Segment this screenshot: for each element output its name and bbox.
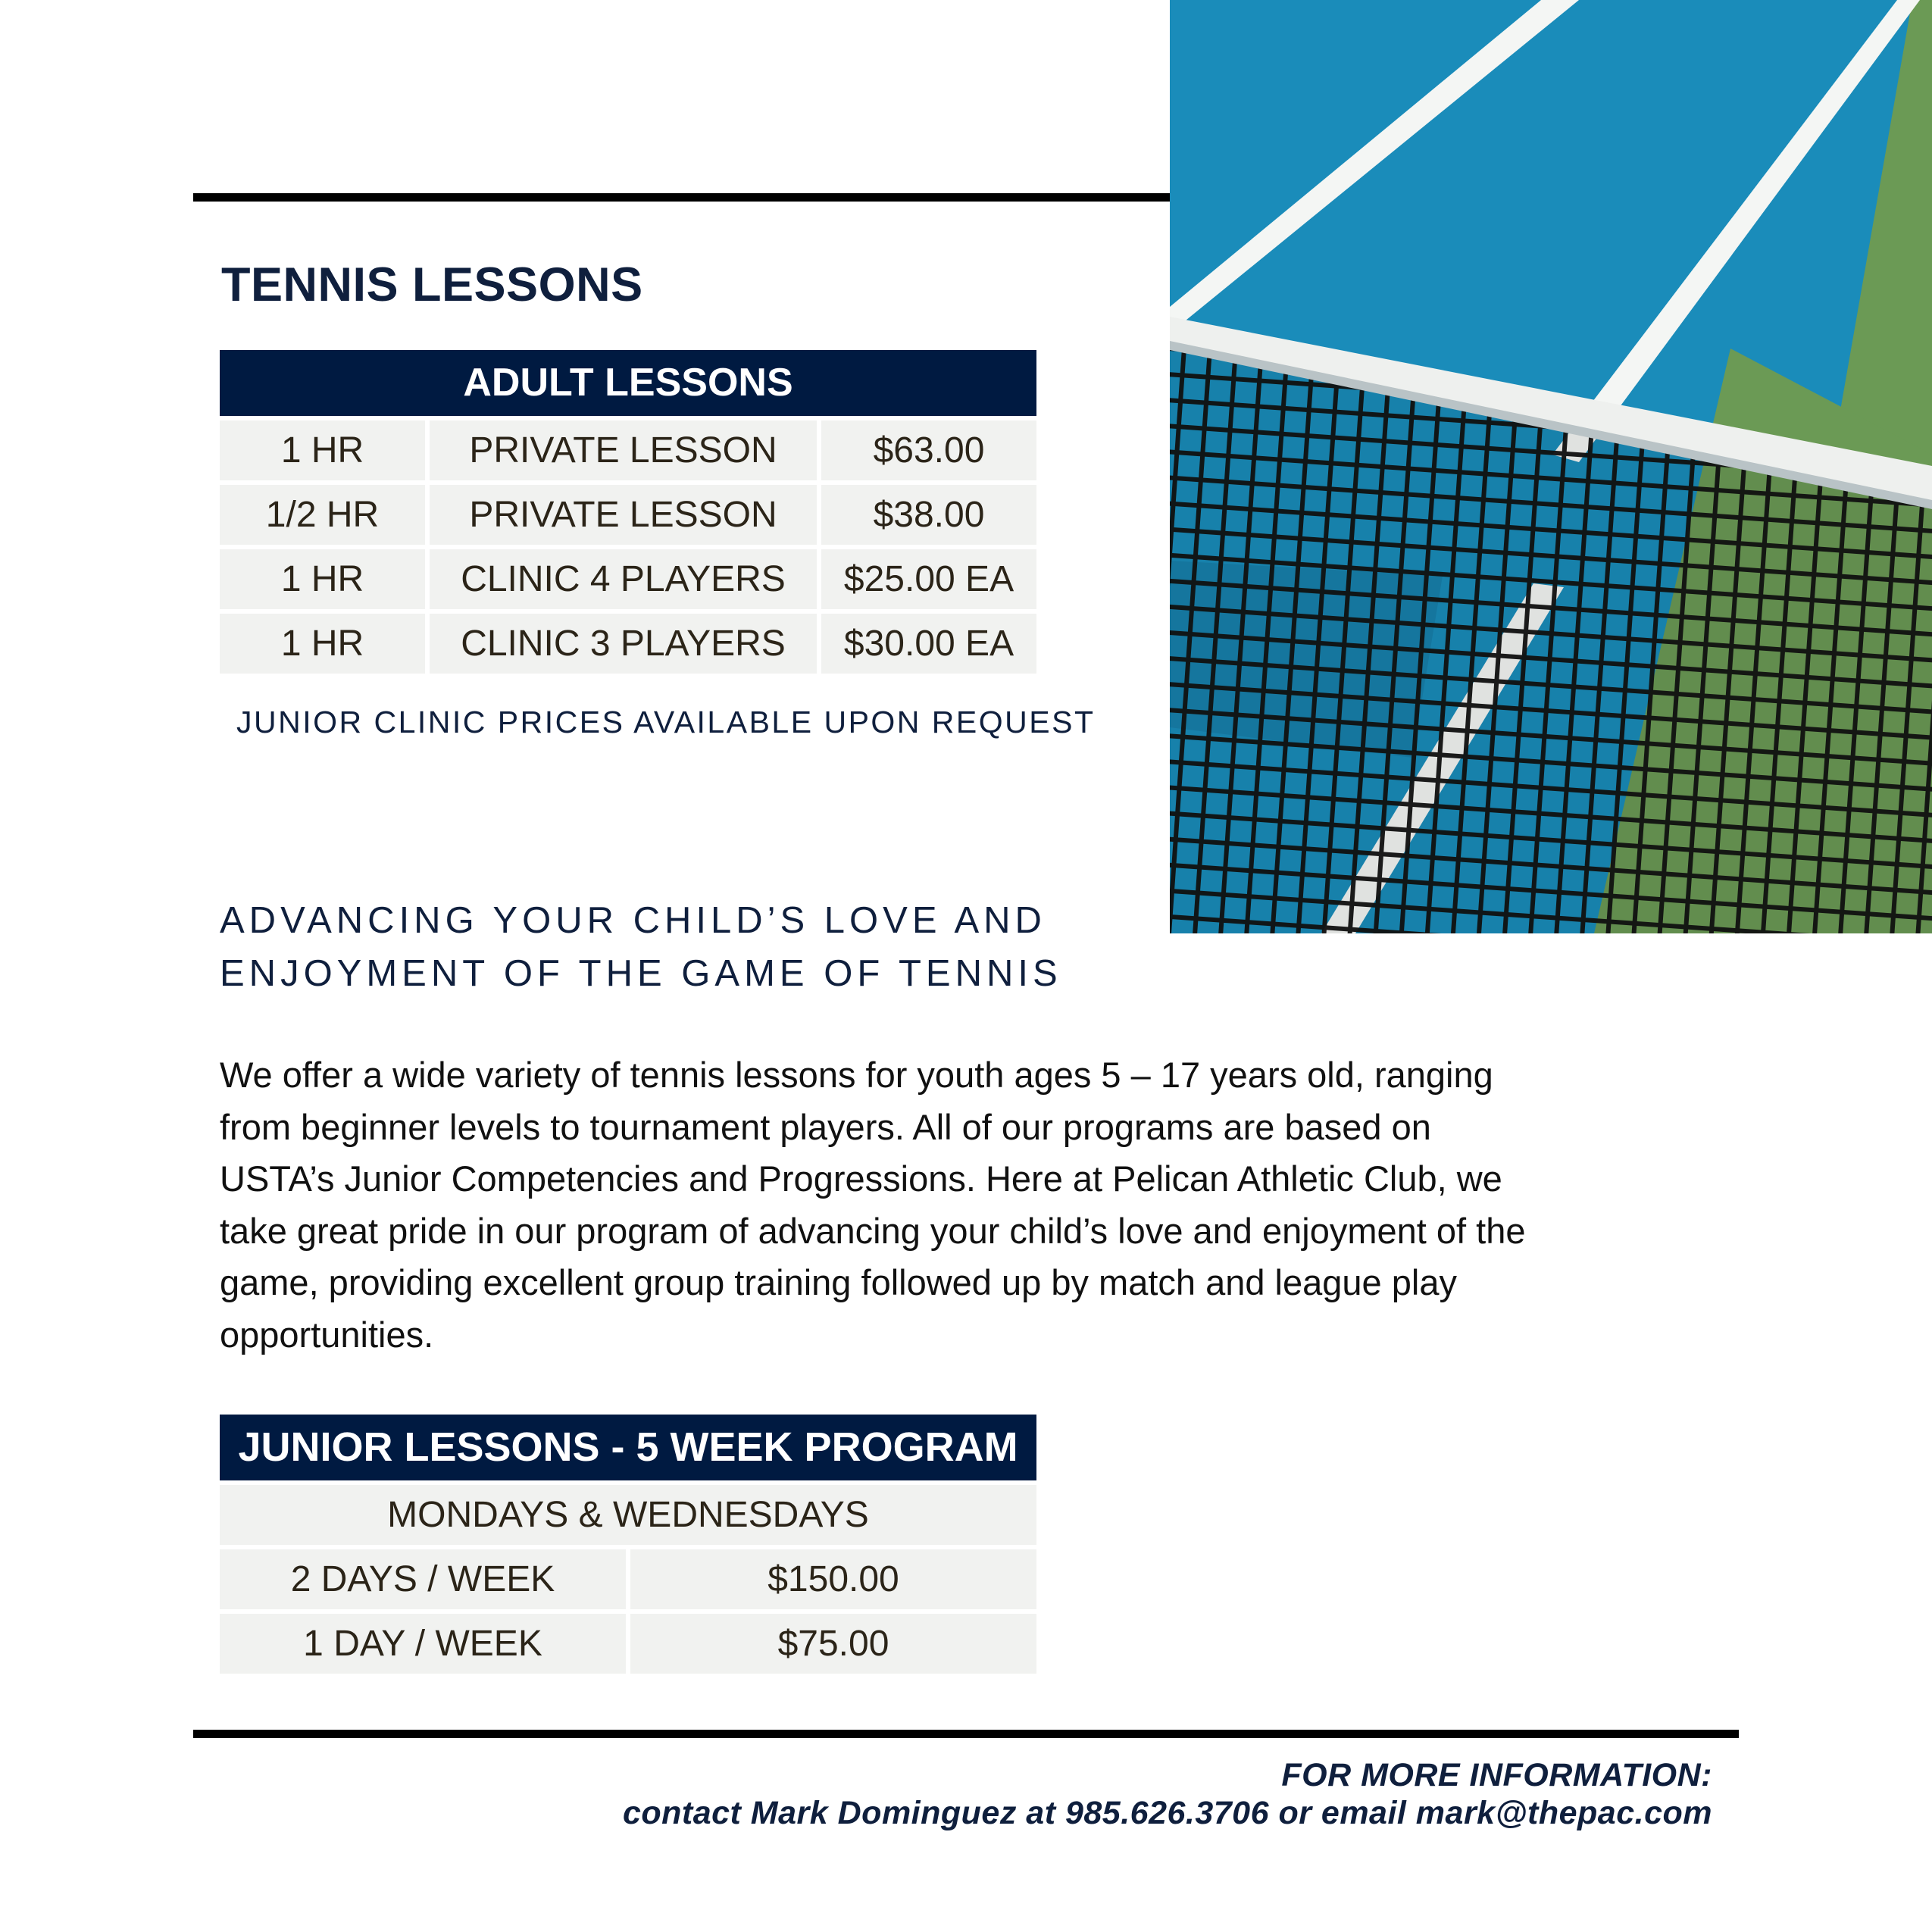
section-subheading (220, 894, 1099, 1000)
lesson-type-cell: CLINIC 4 PLAYERS (430, 549, 817, 609)
lesson-type-cell: PRIVATE LESSON (430, 485, 817, 545)
frequency-cell: 1 DAY / WEEK (220, 1614, 626, 1674)
duration-cell: 1 HR (220, 614, 425, 674)
duration-cell: 1/2 HR (220, 485, 425, 545)
junior-lessons-header: JUNIOR LESSONS - 5 WEEK PROGRAM (220, 1415, 1036, 1480)
adult-lessons-table (220, 350, 1036, 674)
price-cell: $25.00 EA (821, 549, 1036, 609)
price-cell: $150.00 (630, 1549, 1036, 1609)
description-line: from beginner levels to tournament players. All of our programs are based on (220, 1106, 1431, 1147)
lesson-type-cell: PRIVATE LESSON (430, 420, 817, 480)
price-cell: $75.00 (630, 1614, 1036, 1674)
lesson-type-cell: CLINIC 3 PLAYERS (430, 614, 817, 674)
duration-cell: 1 HR (220, 420, 425, 480)
description-line: take great pride in our program of advancing your child’s love and enjoyment of the (220, 1210, 1526, 1251)
table-row (220, 1614, 1036, 1674)
adult-lessons-header: ADULT LESSONS (220, 350, 1036, 416)
subheading-line: ADVANCING YOUR CHILD’S LOVE AND (220, 900, 1046, 941)
bottom-rule (193, 1730, 1739, 1738)
price-cell: $38.00 (821, 485, 1036, 545)
description-line: game, providing excellent group training followed up by match and league play (220, 1262, 1457, 1302)
top-rule (193, 193, 1170, 202)
description-line: USTA’s Junior Competencies and Progressions. Here at Pelican Athletic Club, we (220, 1158, 1502, 1199)
frequency-cell: 2 DAYS / WEEK (220, 1549, 626, 1609)
page-title: TENNIS LESSONS (221, 258, 643, 311)
description-line: We offer a wide variety of tennis lessons for youth ages 5 – 17 years old, ranging (220, 1055, 1493, 1095)
schedule-cell: MONDAYS & WEDNESDAYS (220, 1485, 1036, 1545)
table-row (220, 1549, 1036, 1609)
footer-contact: contact Mark Dominguez at 985.626.3706 or email mark@thepac.com (622, 1795, 1712, 1831)
description-line: opportunities. (220, 1314, 434, 1355)
subheading-line: ENJOYMENT OF THE GAME OF TENNIS (220, 953, 1062, 994)
junior-clinic-note: JUNIOR CLINIC PRICES AVAILABLE UPON REQUEST (236, 705, 1096, 739)
table-row (220, 614, 1036, 674)
table-row (220, 1485, 1036, 1545)
footer-heading: FOR MORE INFORMATION: (1281, 1757, 1712, 1793)
table-row (220, 485, 1036, 545)
program-description (220, 1049, 1629, 1361)
contact-footer (623, 1756, 1712, 1832)
tennis-court-net-photo (1170, 0, 1932, 933)
table-row (220, 549, 1036, 609)
junior-lessons-table (220, 1415, 1036, 1674)
table-row (220, 420, 1036, 480)
price-cell: $30.00 EA (821, 614, 1036, 674)
duration-cell: 1 HR (220, 549, 425, 609)
price-cell: $63.00 (821, 420, 1036, 480)
